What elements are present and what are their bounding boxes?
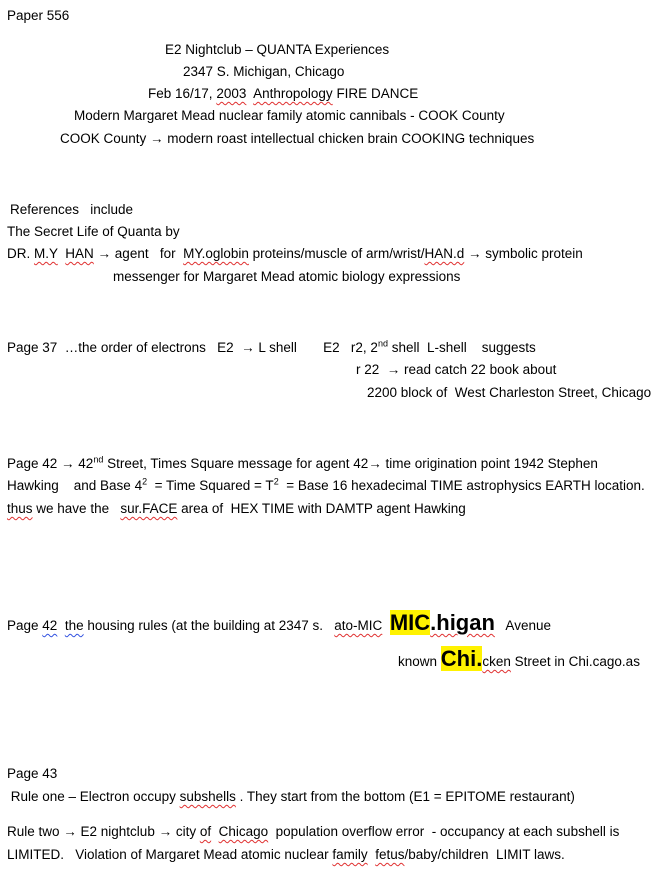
header-line-2: 2347 S. Michigan, Chicago [183, 64, 345, 79]
page37-line-3: 2200 block of West Charleston Street, Chicago [367, 385, 652, 400]
page43-rule-two-cont: LIMITED. Violation of Margaret Mead atomic nuclear family fetus/baby/children LIMIT laws. [7, 847, 565, 862]
header-line-1: E2 Nightclub – QUANTA Experiences [165, 42, 390, 57]
page42-line-1: Page 42 → 42nd Street, Times Square message for agent 42→ time origination point 1942 Stephen [7, 454, 598, 471]
references-line-3: DR. M.Y HAN → agent for MY.oglobin proteins/muscle of arm/wrist/HAN.d → symbolic protein [7, 246, 583, 261]
page42-line-2: Hawking and Base $4^2$ = Time Squared = $T^2$ = Base 16 hexadecimal TIME astrophysics EARTH location. [7, 476, 645, 493]
header-line-4: Modern Margaret Mead nuclear family atomic cannibals - COOK County [74, 108, 505, 123]
references-heading: References include [10, 202, 134, 217]
references-title: The Secret Life of Quanta by [7, 224, 180, 239]
paper-number: Paper 556 [7, 8, 70, 23]
page42b-line-1: Page 42 the housing rules (at the building at 2347 s. ato-MIC MIC.higan Avenue [7, 610, 551, 635]
page42-line-3: thus we have the sur.FACE area of HEX TIME with DAMTP agent Hawking [7, 501, 466, 516]
page37-line-2: r 22 → read catch 22 book about [356, 362, 557, 377]
page37-line-1: Page 37 …the order of electrons E2 → L shell E2 r2, 2nd shell L-shell suggests [7, 338, 536, 355]
page42b-line-2: known Chi.cken Street in Chi.cago.as [398, 646, 640, 671]
page43-rule-one: Rule one – Electron occupy subshells . They start from the bottom (E1 = EPITOME restaurant) [7, 789, 575, 804]
header-line-5: COOK County → modern roast intellectual chicken brain COOKING techniques [60, 131, 535, 146]
page43-heading: Page 43 [7, 766, 58, 781]
references-line-4: messenger for Margaret Mead atomic biology expressions [113, 269, 461, 284]
header-line-3: Feb 16/17, 2003 Anthropology FIRE DANCE [148, 86, 419, 101]
page43-rule-two: Rule two → E2 nightclub → city of Chicago population overflow error - occupancy at each subshell is [7, 824, 620, 839]
